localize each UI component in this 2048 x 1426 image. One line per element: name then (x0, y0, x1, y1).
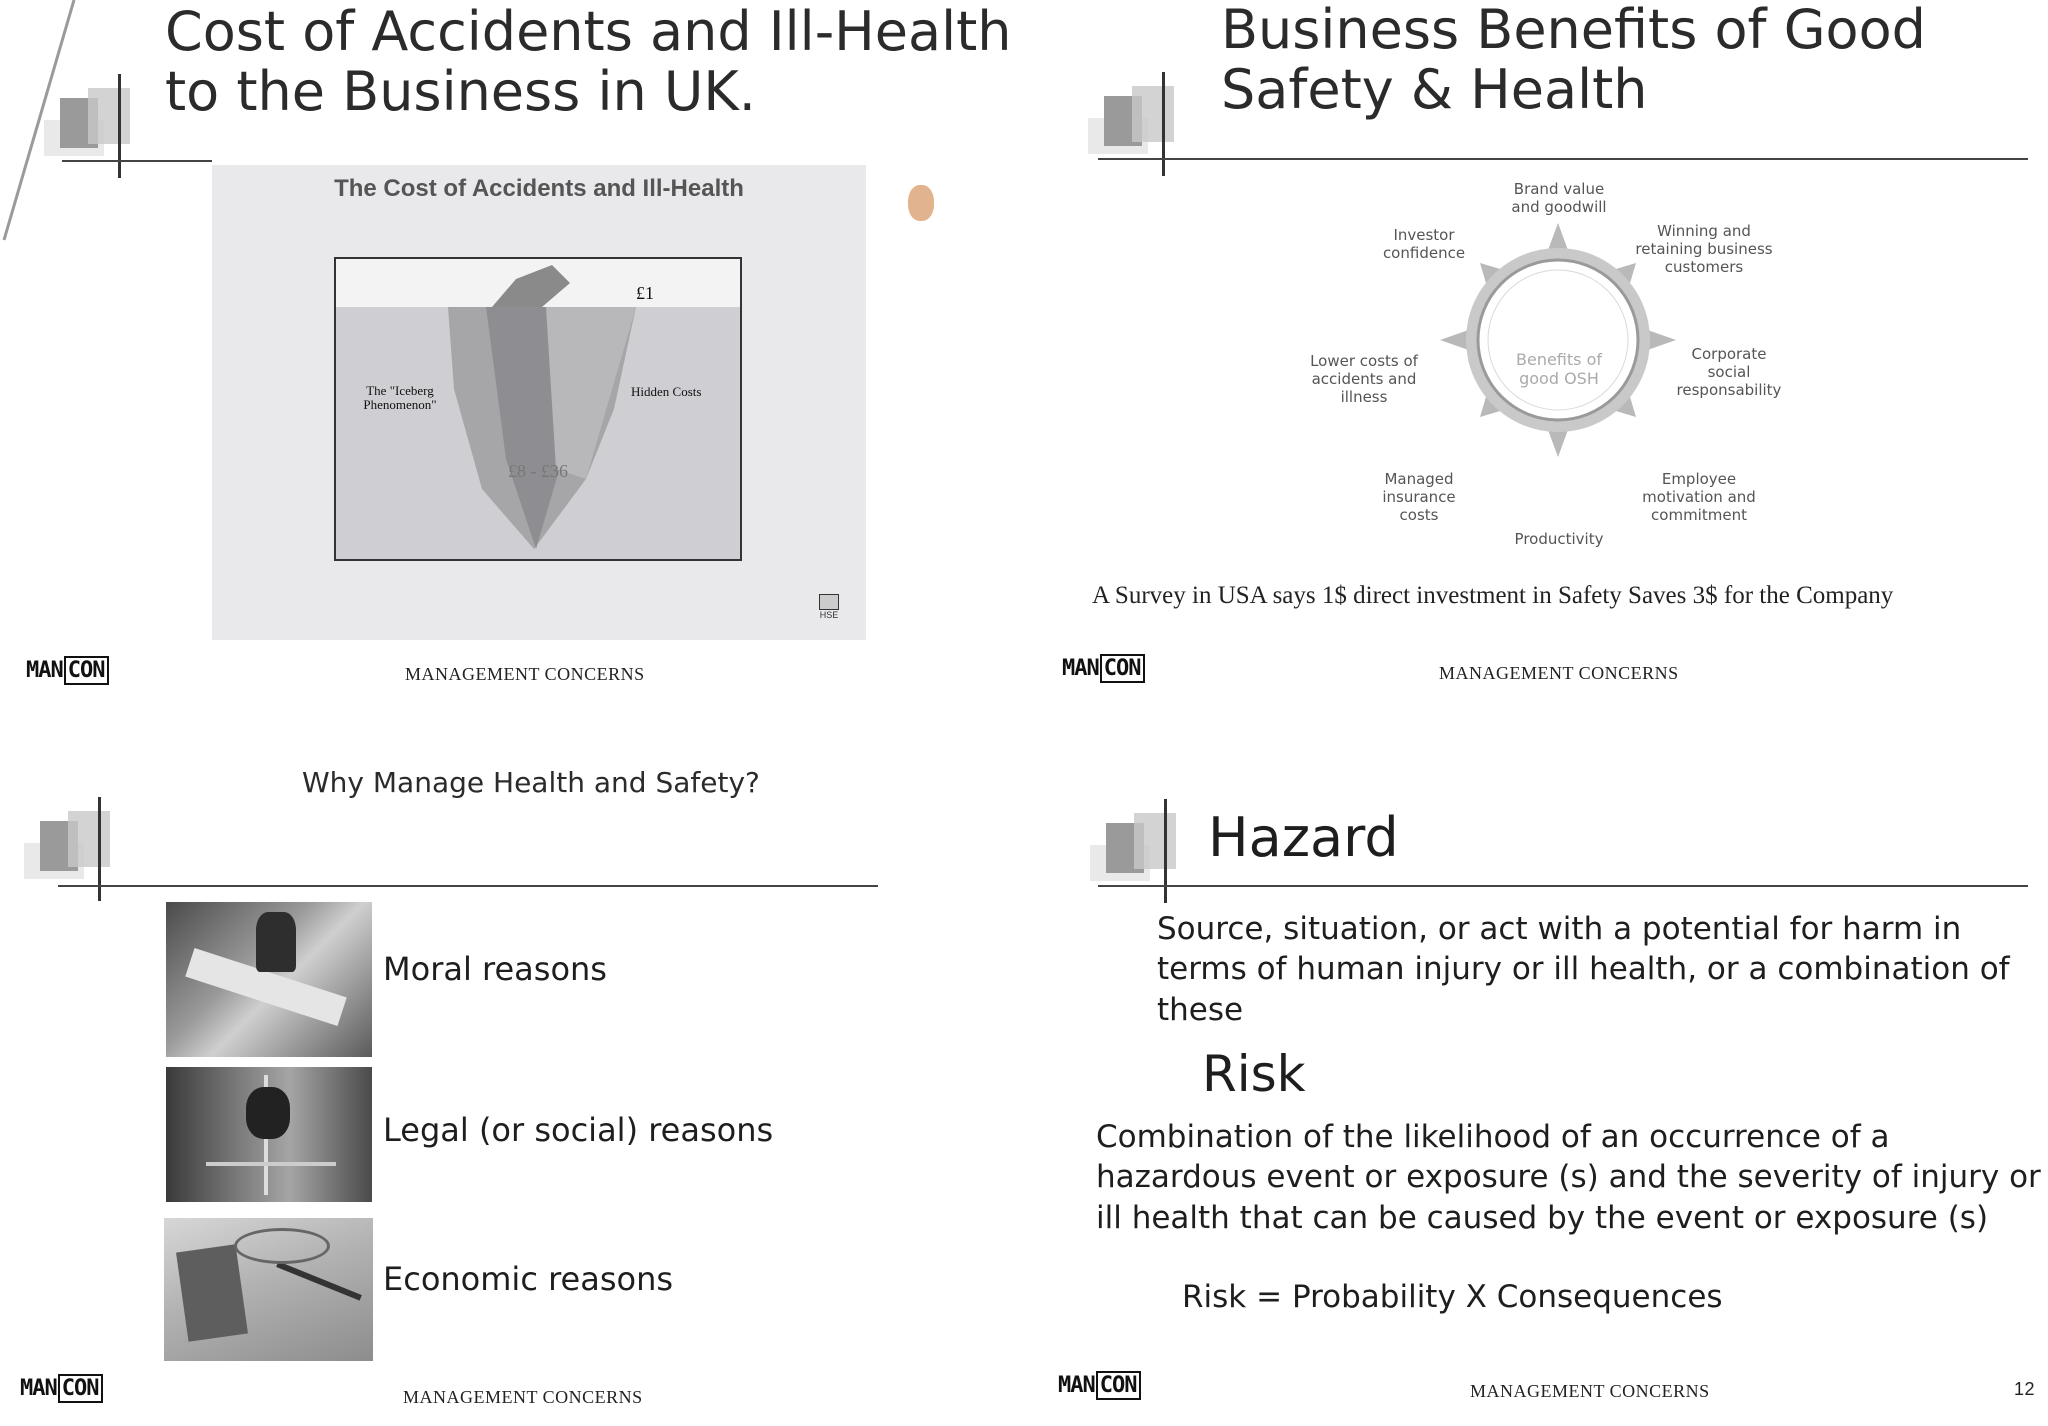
logo-part: MAN (20, 1376, 57, 1401)
label-managed-insurance (1344, 470, 1494, 524)
risk-definition (1096, 1117, 2041, 1238)
footer-text: MANAGEMENT CONCERNS (405, 664, 645, 684)
definition-line: Source, situation, or act with a potential for harm in (1157, 911, 1962, 947)
title-line: Cost of Accidents and Ill-Health (165, 0, 1012, 63)
label-lower-costs (1284, 352, 1444, 406)
label-line: Investor (1393, 226, 1455, 244)
label-line: commitment (1651, 506, 1747, 524)
iceberg-figure (212, 165, 866, 640)
reason-economic: Economic reasons (383, 1260, 674, 1298)
label-winning-customers (1604, 222, 1804, 276)
survey-statement: A Survey in USA says 1$ direct investment in Safety Saves 3$ for the Company (1092, 582, 1894, 609)
hse-badge: HSE (819, 610, 839, 620)
title-rule (58, 885, 878, 887)
corner-decoration (1084, 68, 1244, 188)
hidden-costs-label: Hidden Costs (631, 384, 702, 399)
reason-legal: Legal (or social) reasons (383, 1111, 774, 1149)
center-line: Benefits of (1516, 350, 1602, 369)
label-productivity: Productivity (1514, 530, 1604, 548)
footer-text: MANAGEMENT CONCERNS (403, 1387, 643, 1407)
label-line: Corporate (1691, 345, 1767, 363)
logo-part: MAN (26, 658, 63, 683)
title-line: to the Business in UK. (165, 60, 756, 124)
logo-part: MAN (1058, 1373, 1095, 1398)
label-line: accidents and (1311, 370, 1417, 388)
label-line: Winning and (1657, 222, 1751, 240)
title-rule (1098, 158, 2028, 160)
risk-formula: Risk = Probability X Consequences (1182, 1279, 1723, 1315)
iceberg-frame (334, 257, 742, 561)
label-line: costs (1399, 506, 1439, 524)
title-rule (1098, 885, 2028, 887)
definition-line: terms of human injury or ill health, or a combination of (1157, 951, 2010, 988)
ink-stain (908, 185, 934, 221)
logo-part: CON (58, 1374, 103, 1403)
title-line: Safety & Health (1221, 58, 1648, 122)
label-line: Lower costs of (1310, 352, 1418, 370)
label-investor-confidence (1359, 226, 1489, 262)
slide-title: Why Manage Health and Safety? (302, 766, 760, 799)
label-line: retaining business (1635, 240, 1773, 258)
definition-line: hazardous event or exposure (s) and the severity of injury or (1096, 1159, 2041, 1196)
logo-part: CON (1096, 1371, 1141, 1400)
slide-why-manage (0, 713, 1024, 1426)
title-rule (62, 160, 212, 162)
definition-line: Combination of the likelihood of an occurrence of a (1096, 1119, 1890, 1155)
economic-reasons-photo (164, 1218, 373, 1361)
footer-text: MANAGEMENT CONCERNS (1439, 663, 1679, 683)
slide-title (165, 2, 1012, 123)
legal-reasons-photo (166, 1067, 372, 1202)
label-line: The "Iceberg (366, 383, 434, 398)
label-line: illness (1340, 388, 1388, 406)
logo-part: CON (64, 656, 109, 685)
moral-reasons-photo (166, 902, 372, 1057)
hse-logo (818, 594, 840, 620)
mancon-logo (26, 658, 109, 683)
label-line: social (1707, 363, 1751, 381)
tip-cost-label: £1 (636, 283, 654, 303)
logo-part: CON (1100, 654, 1145, 683)
hidden-cost-value: £8 - £36 (508, 461, 568, 481)
mancon-logo (1058, 1373, 1141, 1398)
slide-hazard-risk (1024, 713, 2048, 1426)
diagram-center-label (1494, 350, 1624, 388)
logo-part: MAN (1062, 656, 1099, 681)
iceberg-phenomenon-label (350, 384, 450, 413)
slide-title (1221, 0, 1926, 121)
hazard-title: Hazard (1208, 806, 1399, 869)
sun-inner (1488, 270, 1628, 410)
label-line: Phenomenon" (363, 397, 437, 413)
pen-scratch (0, 0, 80, 250)
label-line: insurance (1382, 488, 1456, 506)
reason-moral: Moral reasons (383, 950, 607, 988)
label-line: customers (1664, 258, 1744, 276)
label-line: Brand value (1513, 180, 1605, 198)
label-line: Employee (1661, 470, 1737, 488)
figure-heading: The Cost of Accidents and Ill-Health (334, 175, 744, 202)
label-corporate-social (1654, 345, 1804, 399)
corner-decoration (20, 793, 180, 913)
label-line: Managed (1384, 470, 1454, 488)
mancon-logo (1062, 656, 1145, 681)
risk-title: Risk (1202, 1045, 1306, 1103)
label-line: and goodwill (1511, 198, 1607, 216)
label-line: motivation and (1642, 488, 1756, 506)
footer-text: MANAGEMENT CONCERNS (1470, 1381, 1710, 1401)
definition-line: ill health that can be caused by the event or exposure (s) (1096, 1199, 1989, 1236)
label-line: confidence (1382, 244, 1466, 262)
label-employee-motivation (1614, 470, 1784, 524)
page-number: 12 (2014, 1379, 2036, 1399)
title-line: Business Benefits of Good (1221, 0, 1926, 61)
definition-line: these (1157, 991, 1244, 1028)
slide-cost-of-accidents (0, 0, 1024, 713)
mancon-logo (20, 1376, 103, 1401)
label-line: responsability (1676, 381, 1782, 399)
center-line: good OSH (1519, 369, 1599, 389)
label-brand-value (1464, 180, 1654, 216)
slide-business-benefits (1024, 0, 2048, 713)
hazard-definition (1157, 909, 2010, 1030)
